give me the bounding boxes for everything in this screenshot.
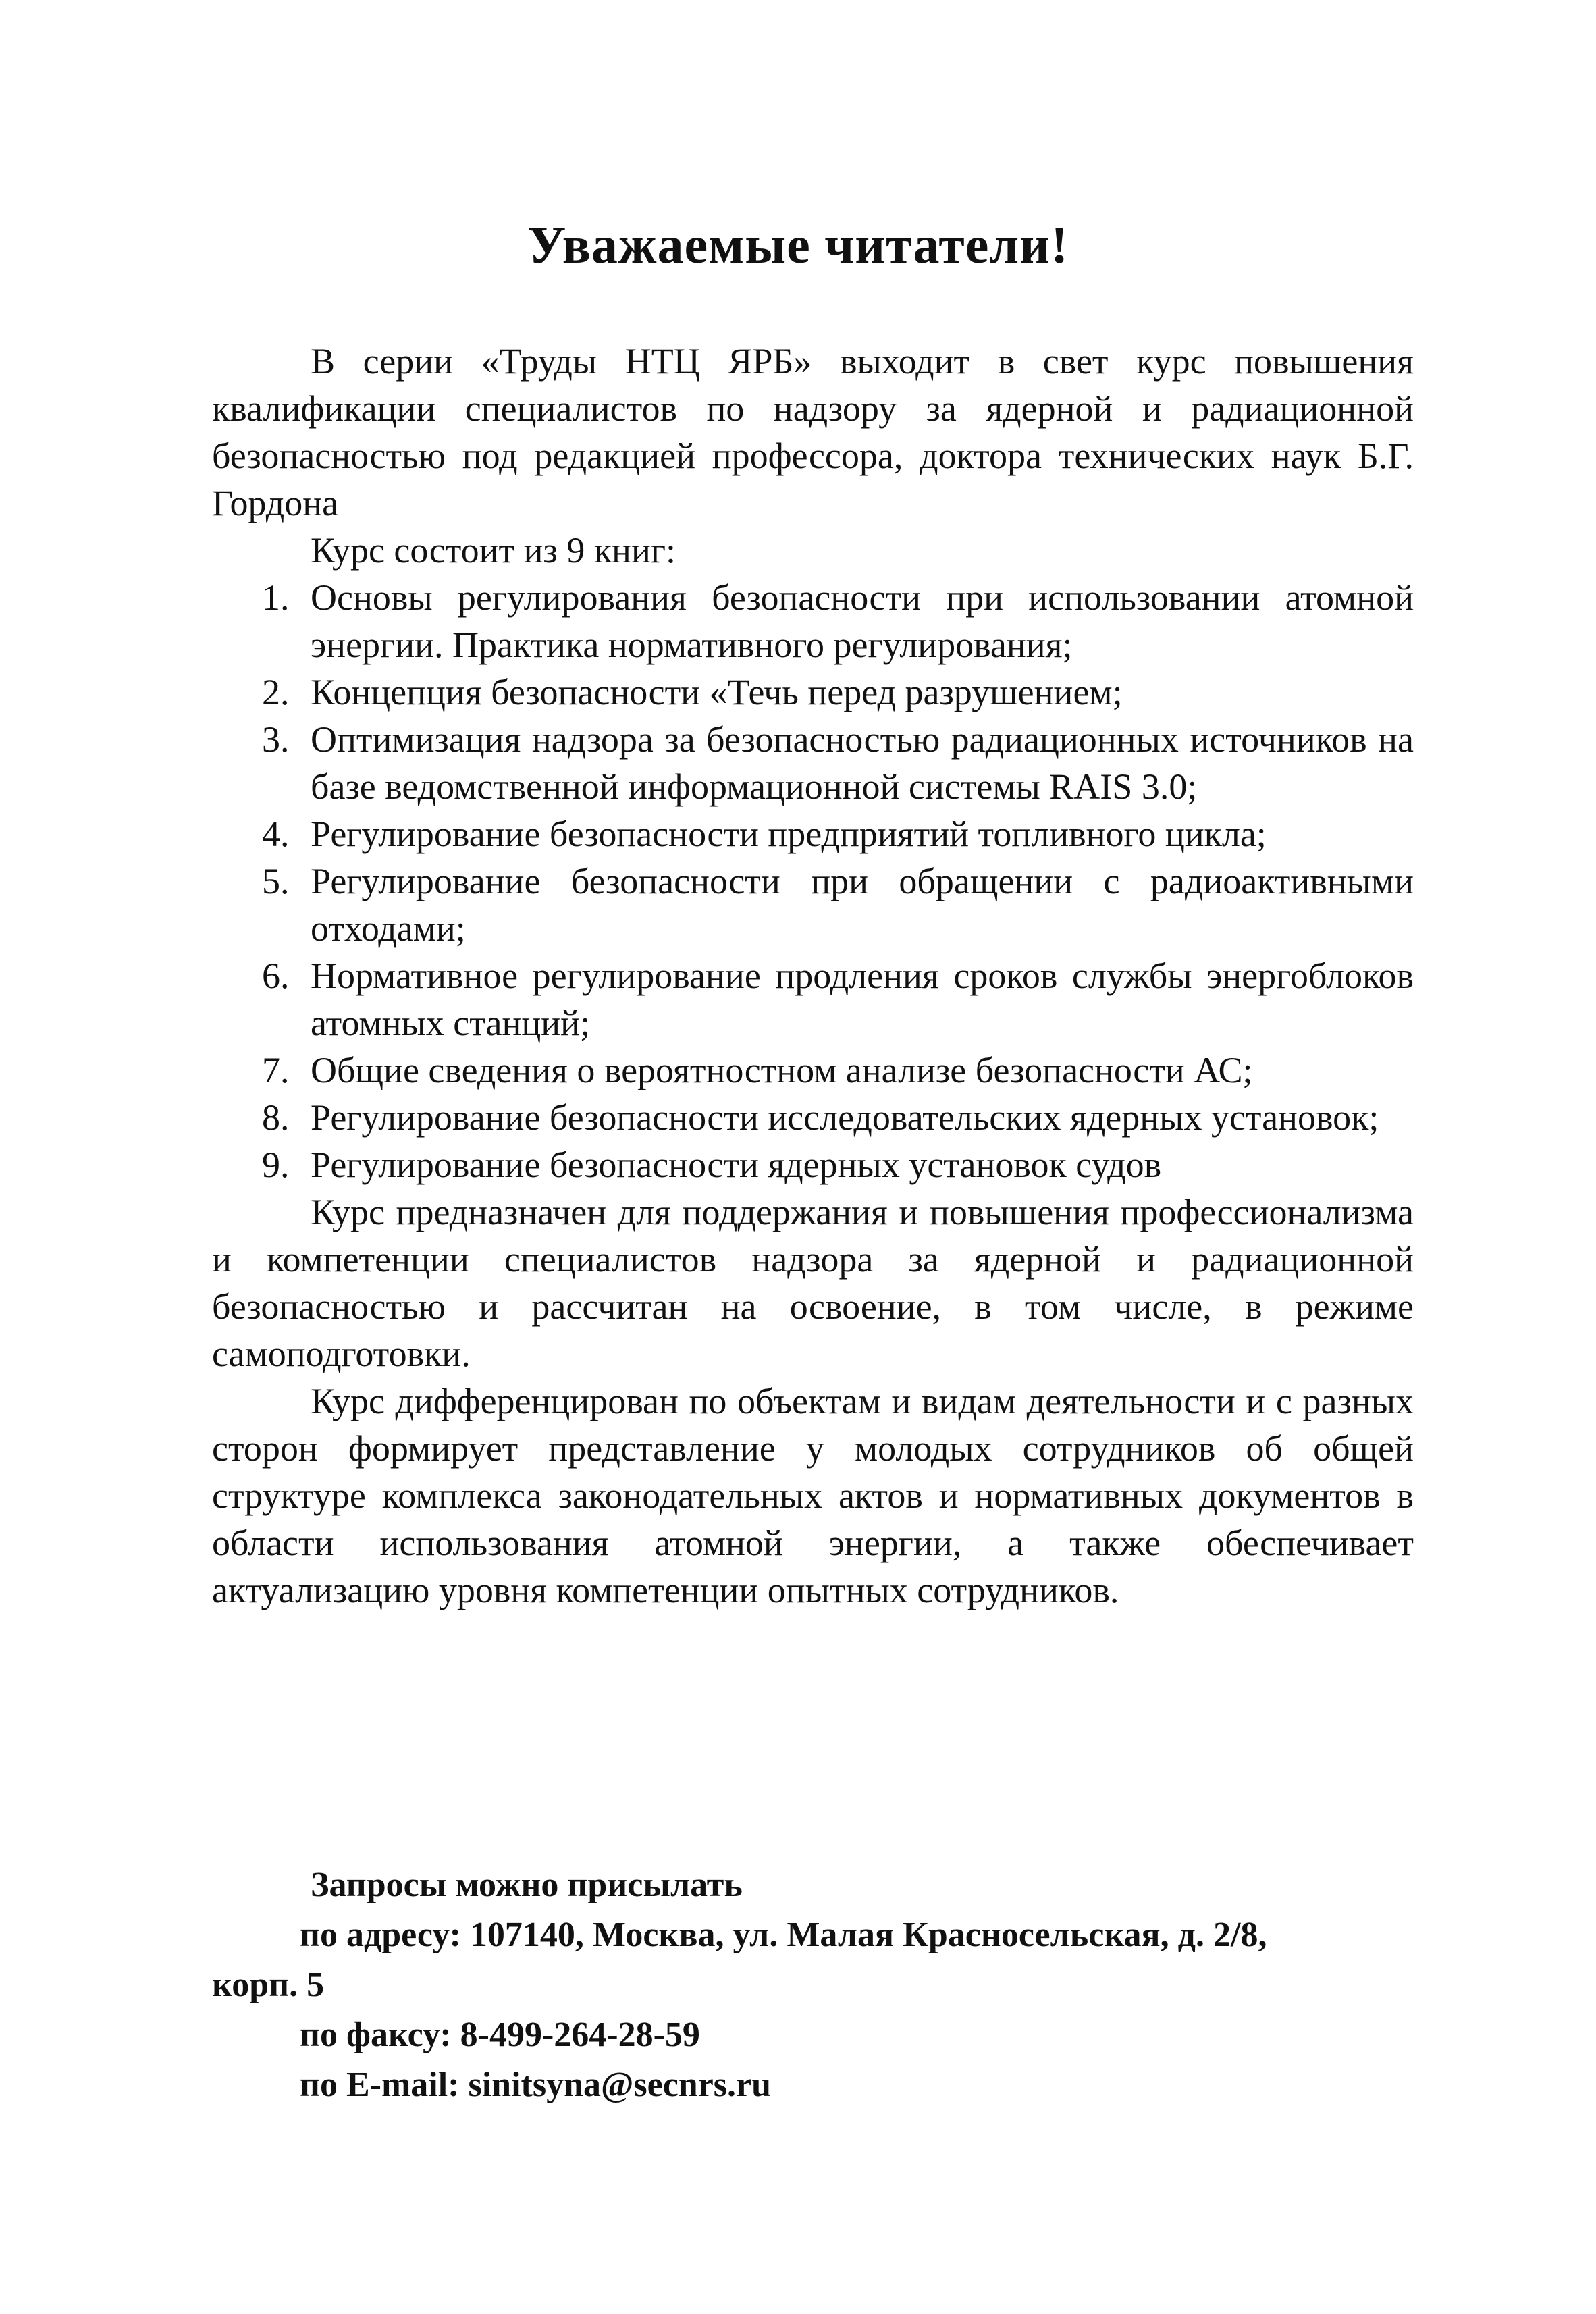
list-item-number: 7. (262, 1050, 290, 1090)
purpose-paragraph: Курс предназначен для поддержания и повышения профессионализма и компетенции специалистов надзора за ядерной и радиационной безопасностью и рассчитан на освоение, в том числе, в режиме самоподготовки. (212, 1192, 1414, 1374)
list-item-number: 4. (262, 814, 290, 854)
document-body (212, 338, 1414, 1614)
list-item-text: Нормативное регулирование продления сроков службы энергоблоков атомных станций; (311, 955, 1414, 1043)
list-item-number: 8. (262, 1097, 290, 1138)
contacts-block (212, 1860, 1414, 2110)
contacts-address-building: корп. 5 (212, 1966, 325, 2004)
contacts-address: по адресу: 107140, Москва, ул. Малая Красносельская, д. 2/8, (300, 1916, 1267, 1954)
list-item-text: Концепция безопасности «Течь перед разрушением; (311, 672, 1123, 712)
list-item (212, 1141, 1414, 1188)
list-item-text: Основы регулирования безопасности при использовании атомной энергии. Практика нормативного регулирования; (311, 577, 1414, 665)
list-item-text: Регулирование безопасности исследовательских ядерных установок; (311, 1097, 1379, 1138)
list-item-number: 6. (262, 955, 290, 996)
contacts-heading: Запросы можно присылать (311, 1866, 743, 1904)
intro-paragraph: В серии «Труды НТЦ ЯРБ» выходит в свет курс повышения квалификации специалистов по надзору за ядерной и радиационной безопасностью под редакцией профессора, доктора технических наук Б.Г. Гордона (212, 341, 1414, 523)
contacts-fax: по факсу: 8-499-264-28-59 (300, 2016, 700, 2054)
list-item-number: 3. (262, 719, 290, 760)
list-item (212, 574, 1414, 668)
list-item-number: 9. (262, 1145, 290, 1185)
list-item (212, 668, 1414, 716)
list-item-number: 2. (262, 672, 290, 712)
list-item-number: 5. (262, 861, 290, 901)
books-list (212, 574, 1414, 1188)
contacts-email: по E-mail: sinitsyna@secnrs.ru (300, 2066, 772, 2104)
page-title: Уважаемые читатели! (527, 215, 1069, 274)
differentiation-paragraph: Курс дифференцирован по объектам и видам деятельности и с разных сторон формирует представление у молодых сотрудников об общей структуре комплекса законодательных актов и нормативных документов в области использования атомной энергии, а также обеспечивает актуализацию уровня компетенции опытных сотрудников. (212, 1381, 1414, 1610)
list-item-text: Регулирование безопасности при обращении с радиоактивными отходами; (311, 861, 1414, 949)
list-item (212, 1047, 1414, 1094)
course-count-paragraph: Курс состоит из 9 книг: (311, 530, 676, 571)
list-item-number: 1. (262, 577, 290, 618)
list-item (212, 810, 1414, 858)
list-item-text: Оптимизация надзора за безопасностью радиационных источников на базе ведомственной информационной системы RAIS 3.0; (311, 719, 1414, 807)
list-item-text: Общие сведения о вероятностном анализе безопасности АС; (311, 1050, 1253, 1090)
list-item-text: Регулирование безопасности ядерных установок судов (311, 1145, 1162, 1185)
list-item (212, 716, 1414, 810)
list-item (212, 952, 1414, 1047)
list-item (212, 858, 1414, 952)
list-item-text: Регулирование безопасности предприятий топливного цикла; (311, 814, 1267, 854)
list-item (212, 1094, 1414, 1141)
